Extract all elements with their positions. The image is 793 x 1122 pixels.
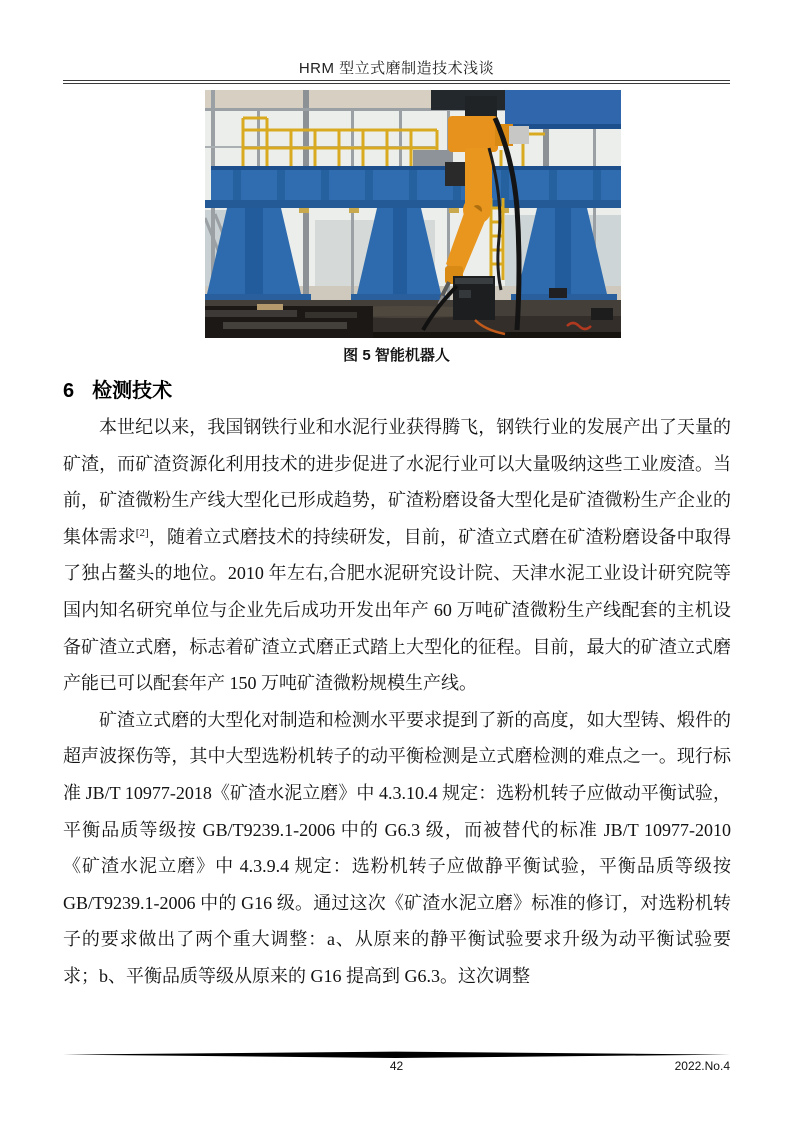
footer-tapered-rule: [63, 1046, 730, 1054]
section-title: 检测技术: [92, 380, 173, 402]
paragraph-1-continuation: ，随着立式磨技术的持续研发，目前，矿渣立式磨在矿渣粉磨设备中取得了独占鳌头的地位。2010 年左右,合肥水泥研究设计院、天津水泥工业设计研究院等国内知名研究单位与企业先后成功开发出年产 60 万吨矿渣微粉生产线配套的主机设备矿渣立式磨，标志着矿渣立式磨正式踏上大型化的征程。目前，最大的矿渣立式磨产能已可以配套年产 150 万吨矿渣微粉规模生产线。: [63, 526, 731, 694]
section-heading: [63, 374, 730, 403]
running-header-title: HRM 型立式磨制造技术浅谈: [298, 60, 495, 77]
gantry-beam: [205, 166, 621, 213]
robot-photo-illustration: [205, 90, 621, 338]
section-number: 6: [63, 380, 75, 402]
page-number: 42: [389, 1059, 404, 1073]
paragraph-2: 矿渣立式磨的大型化对制造和检测水平要求提到了新的高度，如大型铸、煅件的超声波探伤等，其中大型选粉机转子的动平衡检测是立式磨检测的难点之一。现行标准 JB/T 10977-2018《矿渣水泥立磨》中 4.3.10.4 规定：选粉机转子应做动平衡试验，平衡品质等级按 GB/T9239.1-2006 中的 G6.3 级，而被替代的标准 JB/T 10977-2010《矿渣水泥立磨》中 4.3.9.4 规定：选粉机转子应做静平衡试验，平衡品质等级按 GB/T9239.1-2006 中的 G16 级。通过这次《矿渣水泥立磨》标准的修订，对选粉机转子的要求做出了两个重大调整：a、从原来的静平衡试验要求升级为动平衡试验要求；b、平衡品质等级从原来的 G16 提高到 G6.3。这次调整: [63, 709, 731, 986]
paragraph-1: [63, 409, 731, 702]
paragraph-1-text: 本世纪以来，我国钢铁行业和水泥行业获得腾飞，钢铁行业的发展产出了天量的矿渣，而矿渣资源化利用技术的进步促进了水泥行业可以大量吸纳这些工业废渣。当前，矿渣微粉生产线大型化已形成趋势，矿渣粉磨设备大型化是矿渣微粉生产企业的集体需求: [63, 417, 731, 547]
figure-robot-photo: [205, 90, 621, 338]
figure-caption: 图 5 智能机器人: [343, 347, 450, 364]
body-text: [63, 409, 731, 995]
footer: [63, 1059, 730, 1077]
citation-ref-2: [2]: [135, 526, 149, 539]
issue-label: 2022.No.4: [674, 1059, 730, 1073]
header-double-rule: [63, 80, 730, 84]
